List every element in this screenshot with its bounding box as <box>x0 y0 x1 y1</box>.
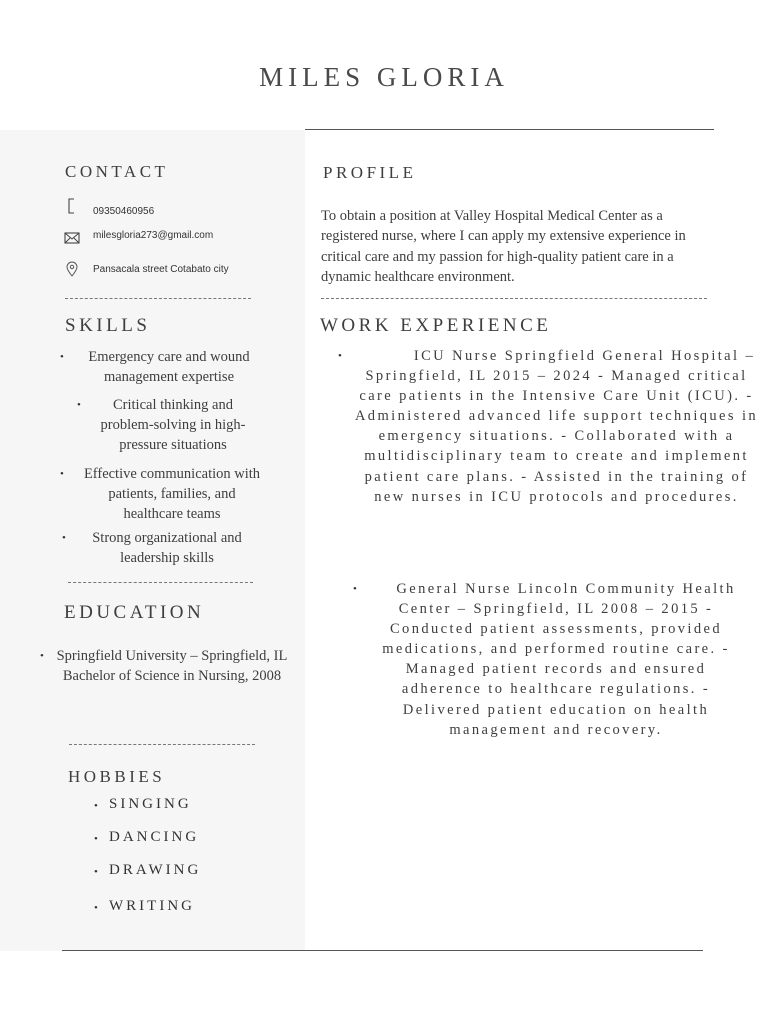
work-heading: WORK EXPERIENCE <box>320 315 552 336</box>
resume-name: MILES GLORIA <box>259 62 509 92</box>
skill-bullet: • <box>60 351 64 363</box>
hobby-bullet: • <box>94 833 98 845</box>
contact-email: milesgloria273@gmail.com <box>93 230 214 241</box>
skills-divider <box>68 582 253 583</box>
header-divider <box>305 129 714 130</box>
hobby-item: WRITING <box>109 898 195 914</box>
education-heading: EDUCATION <box>64 602 205 623</box>
hobby-bullet: • <box>94 902 98 914</box>
work-item: General Nurse Lincoln Community Health Center – Springfield, IL 2008 – 2015 - Conducted patient assessments, provided medications, and performed routine care. - Managed patient records and ensured adherence to healthcare regulations. - Delivered patient education on health management and recovery. <box>382 581 736 738</box>
contact-heading: CONTACT <box>65 162 169 181</box>
hobby-bullet: • <box>94 866 98 878</box>
hobby-item: DANCING <box>109 829 200 845</box>
education-divider <box>69 744 255 745</box>
skill-bullet: • <box>60 468 64 480</box>
skill-item: Effective communication with patients, families, and healthcare teams <box>83 466 261 522</box>
hobby-item: DRAWING <box>109 862 202 878</box>
work-bullet: • <box>338 350 342 362</box>
skill-item: Emergency care and wound management expertise <box>88 349 250 385</box>
skill-bullet: • <box>62 532 66 544</box>
contact-divider <box>65 298 251 299</box>
phone-icon <box>63 198 79 214</box>
profile-divider <box>321 298 707 299</box>
skill-bullet: • <box>77 399 81 411</box>
hobbies-heading: HOBBIES <box>68 767 166 786</box>
work-item: ICU Nurse Springfield General Hospital – Springfield, IL 2015 – 2024 - Managed critical care patients in the Intensive Care Unit (ICU). - Administered advanced life support techniques in emergency situations. - Collaborated with a multidisciplinary team to create and implement patient care plans. - Assisted in the training of new nurses in ICU protocols and procedures. <box>354 348 759 505</box>
envelope-icon <box>64 230 80 246</box>
location-pin-icon <box>64 261 80 277</box>
education-bullet: • <box>40 650 44 662</box>
contact-address: Pansacala street Cotabato city <box>93 264 229 275</box>
profile-text: To obtain a position at Valley Hospital Medical Center as a registered nurse, where I can apply my extensive experience in critical care and my passion for high-quality patient care in a dynamic healthcare environment. <box>321 208 686 285</box>
hobby-bullet: • <box>94 800 98 812</box>
profile-heading: PROFILE <box>323 163 417 182</box>
work-bullet: • <box>353 583 357 595</box>
skills-heading: SKILLS <box>65 315 151 336</box>
education-item: Springfield University – Springfield, IL Bachelor of Science in Nursing, 2008 <box>56 648 288 684</box>
skill-item: Strong organizational and leadership skills <box>92 530 242 566</box>
footer-divider <box>62 950 703 951</box>
skill-item: Critical thinking and problem-solving in high-pressure situations <box>100 397 246 453</box>
contact-phone: 09350460956 <box>93 206 155 217</box>
hobby-item: SINGING <box>109 796 192 812</box>
